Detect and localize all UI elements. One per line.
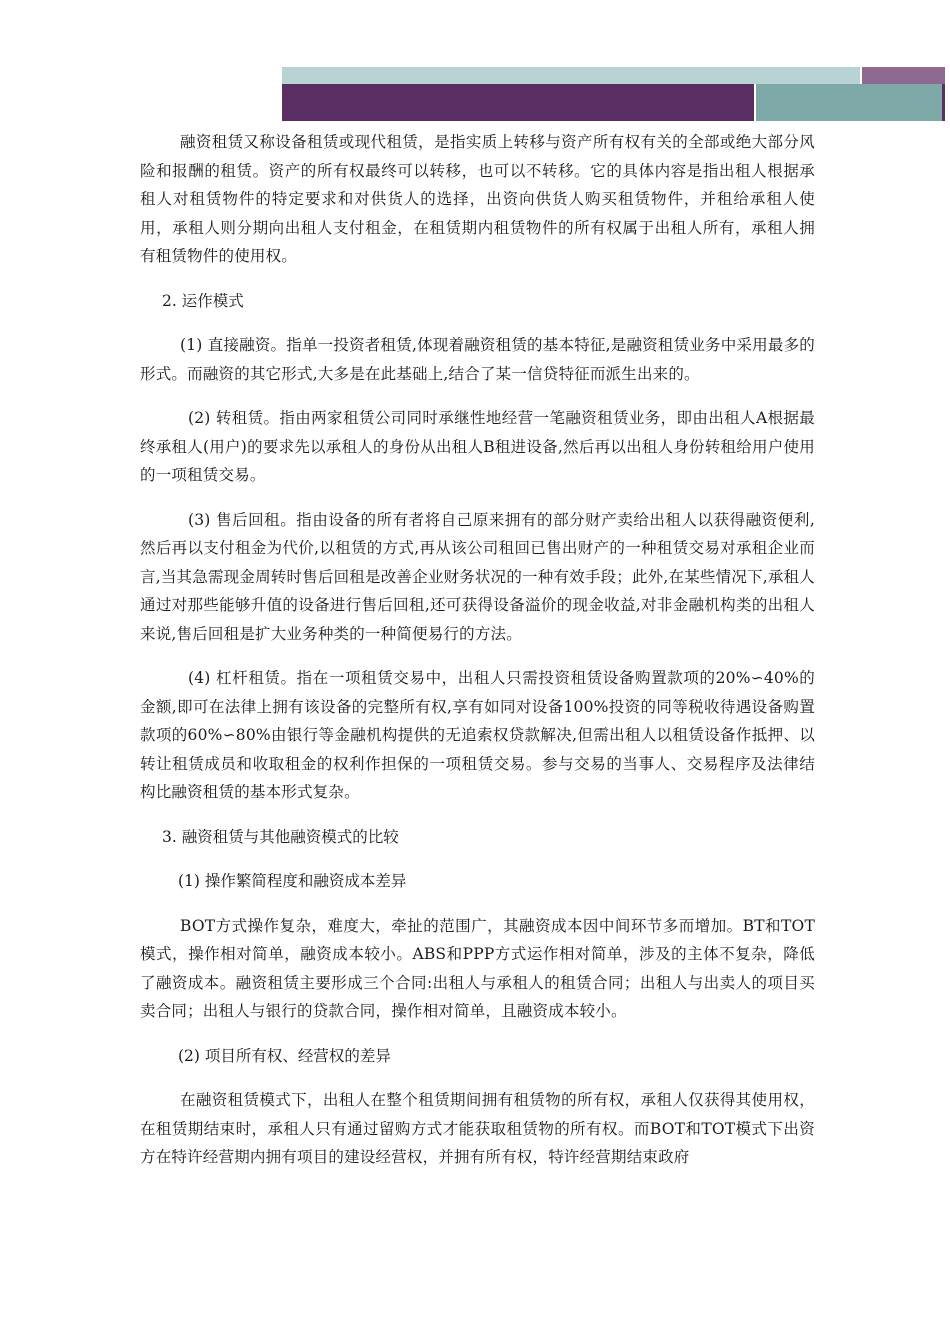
paragraph-intro: 融资租赁又称设备租赁或现代租赁，是指实质上转移与资产所有权有关的全部或绝大部分风险和报酬的租赁。资产的所有权最终可以转移，也可以不转移。它的具体内容是指出租人根据承租人对租赁物件的特定要求和对供货人的选择，出资向供货人购买租赁物件，并租给承租人使用，承租人则分期向出租人支付租金，在租赁期内租赁物件的所有权属于出租人所有，承租人拥有租赁物件的使用权。 — [140, 133, 815, 265]
paragraph-sale-leaseback: (3) 售后回租。指由设备的所有者将自己原来拥有的部分财产卖给出租人以获得融资便利,然后再以支付租金为代价,以租赁的方式,再从该公司租回已售出财产的一种租赁交易对承租企业而言,当其急需现金周转时售后回租是改善企业财务状况的一种有效手段；此外,在某些情况下,承租人通过对那些能够升值的设备进行售后回租,还可获得设备溢价的现金收益,对非金融机构类的出租人来说,售后回租是扩大业务种类的一种简便易行的方法。 — [140, 510, 815, 643]
document-body — [140, 128, 815, 1188]
paragraph-direct-financing: (1) 直接融资。指单一投资者租赁,体现着融资租赁的基本特征,是融资租赁业务中采用最多的形式。而融资的其它形式,大多是在此基础上,结合了某一信贷特征而派生出来的。 — [140, 336, 815, 383]
paragraph-ownership-comparison: 在融资租赁模式下，出租人在整个租赁期间拥有租赁物的所有权，承租人仅获得其使用权，在租赁期结束时，承租人只有通过留购方式才能获取租赁物的所有权。而BOT和TOT模式下出资方在特许经营期内拥有项目的建设经营权，并拥有所有权，特许经营期结束政府 — [140, 1091, 815, 1166]
paragraph-leveraged-lease: (4) 杠杆租赁。指在一项租赁交易中，出租人只需投资租赁设备购置款项的20%∽40%的金额,即可在法律上拥有该设备的完整所有权,享有如同对设备100%投资的同等税收待遇设备购置款项的60%∽80%由银行等金融机构提供的无追索权贷款解决,但需出租人以租赁设备作抵押、以转让租赁成员和收取租金的权利作担保的一项租赁交易。参与交易的当事人、交易程序及法律结构比融资租赁的基本形式复杂。 — [140, 669, 815, 801]
header-decoration-teal-band — [756, 84, 942, 121]
header-decoration-teal-strip — [282, 67, 860, 84]
section-heading-comparison: 3. 融资租赁与其他融资模式的比较 — [162, 827, 399, 846]
paragraph-sublease: (2) 转租赁。指由两家租赁公司同时承继性地经营一笔融资租赁业务，即由出租人A根据最终承租人(用户)的要求先以承租人的身份从出租人B租进设备,然后再以出租人身份转租给用户使用的一项租赁交易。 — [140, 409, 815, 484]
section-heading-operating-mode: 2. 运作模式 — [162, 291, 244, 310]
header-decoration-purple-strip — [862, 67, 945, 84]
subheading-cost: (1) 操作繁简程度和融资成本差异 — [178, 872, 407, 890]
header-decoration-purple-band — [282, 84, 754, 121]
header-decoration-edge-line — [942, 84, 945, 121]
paragraph-cost-comparison: BOT方式操作复杂，难度大，牵扯的范围广，其融资成本因中间环节多而增加。BT和TOT模式，操作相对简单，融资成本较小。ABS和PPP方式运作相对简单，涉及的主体不复杂，降低了融资成本。融资租赁主要形成三个合同:出租人与承租人的租赁合同；出租人与出卖人的项目买卖合同；出租人与银行的贷款合同，操作相对简单，且融资成本较小。 — [140, 916, 815, 1020]
subheading-ownership: (2) 项目所有权、经营权的差异 — [178, 1046, 391, 1065]
